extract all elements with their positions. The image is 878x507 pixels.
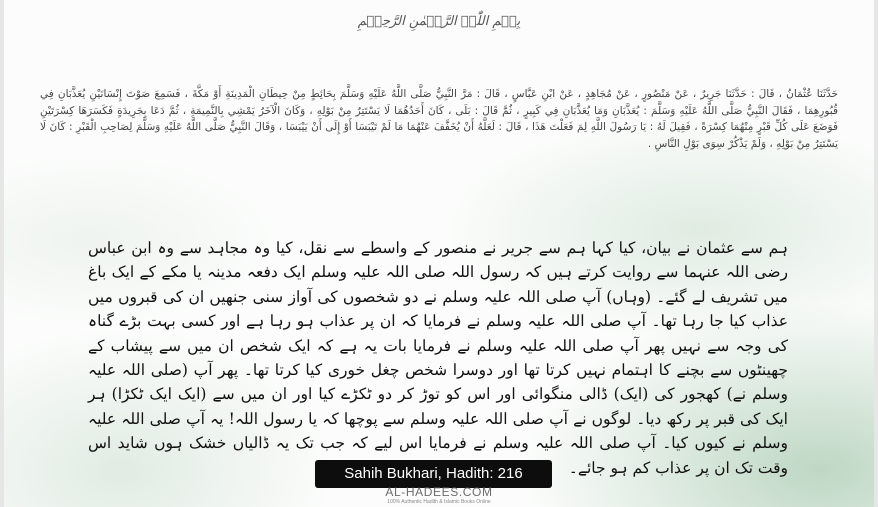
right-border [874, 0, 878, 507]
left-border [0, 0, 4, 507]
site-name: AL-HADEES.COM [385, 485, 493, 499]
basmala-calligraphy: بِسۡمِ اللّٰہِ الرَّحۡمٰنِ الرَّحِیۡمِ [357, 14, 521, 29]
urdu-translation-text: ہم سے عثمان نے بیان، کیا کہا ہم سے جریر نے منصور کے واسطے سے نقل، کیا وہ مجاہد سے وہ ابن عباس رضی اللہ عنہما سے روایت کرتے ہیں کہ رسول اللہ صلی اللہ علیہ وسلم ایک دفعہ مدینہ یا مکے کے ایک باغ میں تشریف لے گئے۔ (وہاں) آپ صلی اللہ علیہ وسلم نے دو شخصوں کی آواز سنی جنھیں ان کی قبروں میں عذاب کیا جا رہا تھا۔ آپ صلی اللہ علیہ وسلم نے فرمایا کہ ان پر عذاب ہو رہا ہے اور کسی بہت بڑے گناہ کی وجہ سے نہیں پھر آپ صلی اللہ علیہ وسلم نے فرمایا بات یہ ہے کہ ایک شخص ان میں سے پیشاب کے چھینٹوں سے بچنے کا اہتمام نہیں کرتا تھا اور دوسرا شخص چغل خوری کیا کرتا تھا۔ پھر آپ (صلی اللہ علیہ وسلم نے) کھجور کی (ایک) ڈالی منگوائی اور اس کو توڑ کر دو ٹکڑے کیا اور ان میں سے (ایک ایک ٹکڑا) ہر ایک کی قبر پر رکھ دیا۔ لوگوں نے آپ صلی اللہ علیہ وسلم سے پوچھا کہ یا رسول اللہ! یہ آپ صلی اللہ علیہ وسلم نے کیوں کیا۔ آپ صلی اللہ علیہ وسلم نے فرمایا اس لیے کہ جب تک یہ ڈالیاں خشک ہوں شاید اس وقت تک ان پر عذاب کم ہو جائے۔ [88, 239, 788, 477]
arabic-hadith-text: حَدَّثَنَا عُثْمَانُ ، قَالَ : حَدَّثَنَا جَرِيرٌ ، عَنْ مَنْصُورٍ ، عَنْ مُجَاهِدٍ ، عَنْ ابْنِ عَبَّاسٍ ، قَالَ : مَرَّ النَّبِيُّ صَلَّى اللَّهُ عَلَيْهِ وَسَلَّمَ بِحَائِطٍ مِنْ حِيطَانِ الْمَدِينَةِ أَوْ مَكَّةَ ، فَسَمِعَ صَوْتَ إِنْسَانَيْنِ يُعَذَّبَانِ فِي قُبُورِهِمَا ، فَقَالَ النَّبِيُّ صَلَّى اللَّهُ عَلَيْهِ وَسَلَّمَ : يُعَذَّبَانِ وَمَا يُعَذَّبَانِ فِي كَبِيرٍ ، ثُمَّ قَالَ : بَلَى ، كَانَ أَحَدُهُمَا لَا يَسْتَتِرُ مِنْ بَوْلِهِ ، وَكَانَ الْآخَرُ يَمْشِي بِالنَّمِيمَةِ ، ثُمَّ دَعَا بِجَرِيدَةٍ فَكَسَرَهَا كِسْرَتَيْنِ فَوَضَعَ عَلَى كُلِّ قَبْرٍ مِنْهُمَا كِسْرَةً ، فَقِيلَ لَهُ : يَا رَسُولَ اللَّهِ لِمَ فَعَلْتَ هَذَا ، قَالَ : لَعَلَّهُ أَنْ يُخَفَّفَ عَنْهُمَا مَا لَمْ تَيْبَسَا أَوْ إِلَى أَنْ يَيْبَسَا ، وَقَالَ النَّبِيُّ صَلَّى اللَّهُ عَلَيْهِ وَسَلَّمَ لِصَاحِبِ الْقَبْرِ : كَانَ لَا يَسْتَتِرُ مِنْ بَوْلِهِ ، وَلَمْ يَذْكُرْ سِوَى بَوْلِ النَّاسِ . [40, 88, 838, 150]
site-tagline: 100% Authentic Hadith & Islamic Books Online [387, 499, 491, 505]
site-watermark [0, 486, 878, 505]
hadith-reference-caption: Sahih Bukhari, Hadith: 216 [315, 460, 552, 488]
